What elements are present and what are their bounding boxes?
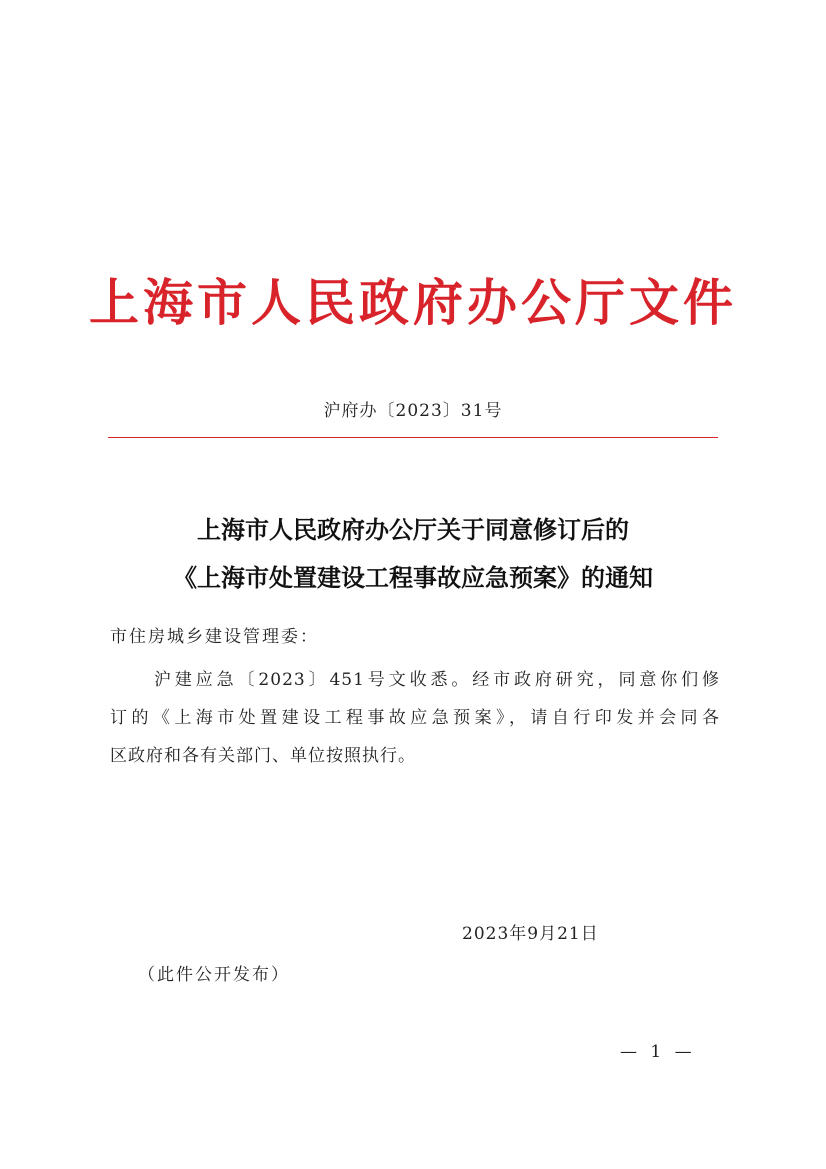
notice-title-line-2: 《上海市处置建设工程事故应急预案》的通知 [173,563,653,592]
notice-title-line-1: 上海市人民政府办公厅关于同意修订后的 [197,515,629,544]
body-line-1: 沪建应急〔2023〕451号文收悉。经市政府研究，同意你们修 [154,670,720,690]
body-line-3: 区政府和各有关部门、单位按照执行。 [110,746,416,766]
addressee: 市住房城乡建设管理委： [110,627,319,647]
page-number: — 1 — [620,1042,696,1062]
publication-note: （此件公开发布） [138,965,290,985]
body-line-2: 订的《上海市处置建设工程事故应急预案》，请自行印发并会同各 [110,708,720,728]
red-divider-line [108,437,718,438]
issue-date: 2023年9月21日 [462,924,599,944]
document-number: 沪府办〔2023〕31号 [323,401,503,421]
masthead-title: 上海市人民政府办公厅文件 [89,273,737,332]
body-paragraph [110,661,720,775]
notice-title [0,506,826,602]
